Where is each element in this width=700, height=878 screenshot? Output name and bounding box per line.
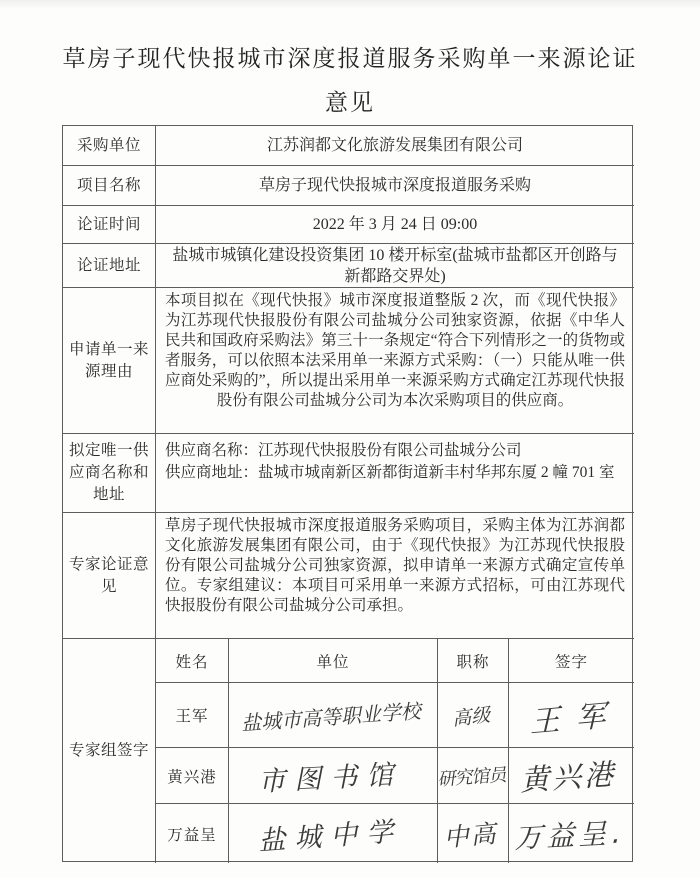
title-line-1: 草房子现代快报城市深度报道服务采购单一来源论证 [62, 46, 638, 71]
row-label-expert-opinion: 专家论证意见 [63, 513, 156, 639]
supplier-name-line: 供应商名称：江苏现代快报股份有限公司盐城分公司 [165, 442, 522, 459]
supplier-address-line: 供应商地址：盐城市城南新区新都街道新丰村华邦东厦 2 幢 701 室 [165, 464, 615, 481]
cell-review-time-value: 2022 年 3 月 24 日 09:00 [156, 206, 634, 244]
expert-2-signature [509, 748, 634, 804]
expert-1-title-handwriting [438, 683, 509, 748]
handwriting-text: 市图书馆 [257, 759, 408, 798]
handwriting-text: 研究馆员 [437, 764, 509, 791]
cell-review-address-value: 盐城市城镇化建设投资集团 10 楼开标室(盐城市盐都区开创路与新都路交界处) [156, 244, 634, 288]
expert-2-unit-handwriting [229, 748, 438, 804]
handwriting-text: 盐城中学 [257, 815, 408, 858]
cell-proposed-supplier-value [156, 434, 634, 513]
expert-1-unit-handwriting [229, 683, 438, 748]
signature-header-title: 职称 [438, 639, 509, 683]
row-label-project-name: 项目名称 [63, 166, 156, 206]
expert-2-title-handwriting [438, 748, 509, 804]
signature-handwriting: 万益呈. [512, 815, 630, 855]
cell-single-source-reason-value: 本项目拟在《现代快报》城市深度报道整版 2 次，而《现代快报》为江苏现代快报股份有限公司盐城分公司独家资源，依据《中华人民共和国政府采购法》第三十一条规定“符合下列情形之一的货物或者服务，可以依照本法采用单一来源方式采购：（一）只能从唯一供应商处采购的”，所以提出采用单一来源采购方式确定江苏现代快报股份有限公司盐城分公司为本次采购项目的供应商。 [156, 288, 634, 434]
expert-3-title-handwriting [438, 804, 509, 863]
signature-handwriting: 王军 [527, 696, 628, 741]
cell-expert-opinion-value: 草房子现代快报城市深度报道服务采购项目，采购主体为江苏润都文化旅游发展集团有限公司，由于《现代快报》为江苏现代快报股份有限公司盐城分公司独家资源，拟申请单一来源方式确定宣传单位。专家组建议：本项目可采用单一来源方式招标，可由江苏现代快报股份有限公司盐城分公司承担。 [156, 513, 634, 639]
main-table [62, 125, 633, 862]
handwriting-text: 高级 [452, 702, 494, 731]
row-label-proposed-supplier: 拟定唯一供应商名称和地址 [63, 434, 156, 513]
signature-handwriting: 黄兴港 [519, 756, 623, 798]
handwriting-text: 盐城市高等职业学校 [240, 698, 425, 735]
signature-header-sign: 签字 [509, 639, 634, 683]
row-label-review-address: 论证地址 [63, 244, 156, 288]
row-label-review-time: 论证时间 [63, 206, 156, 244]
expert-3-signature [509, 804, 634, 863]
signature-header-unit: 单位 [229, 639, 438, 683]
cell-project-name-value: 草房子现代快报城市深度报道服务采购 [156, 166, 634, 206]
row-label-single-source-reason: 申请单一来源理由 [63, 288, 156, 434]
expert-3-name: 万益呈 [156, 804, 229, 863]
signature-header-name: 姓名 [156, 639, 229, 683]
handwriting-text: 中高 [443, 817, 502, 853]
row-label-purchasing-unit: 采购单位 [63, 126, 156, 166]
title-line-2: 意见 [325, 90, 375, 115]
document-title [40, 37, 660, 125]
expert-1-signature [509, 683, 634, 748]
row-label-expert-group-signature: 专家组签字 [63, 639, 156, 863]
expert-3-unit-handwriting [229, 804, 438, 863]
expert-1-name: 王军 [156, 683, 229, 748]
cell-purchasing-unit-value: 江苏润都文化旅游发展集团有限公司 [156, 126, 634, 166]
expert-2-name: 黄兴港 [156, 748, 229, 804]
